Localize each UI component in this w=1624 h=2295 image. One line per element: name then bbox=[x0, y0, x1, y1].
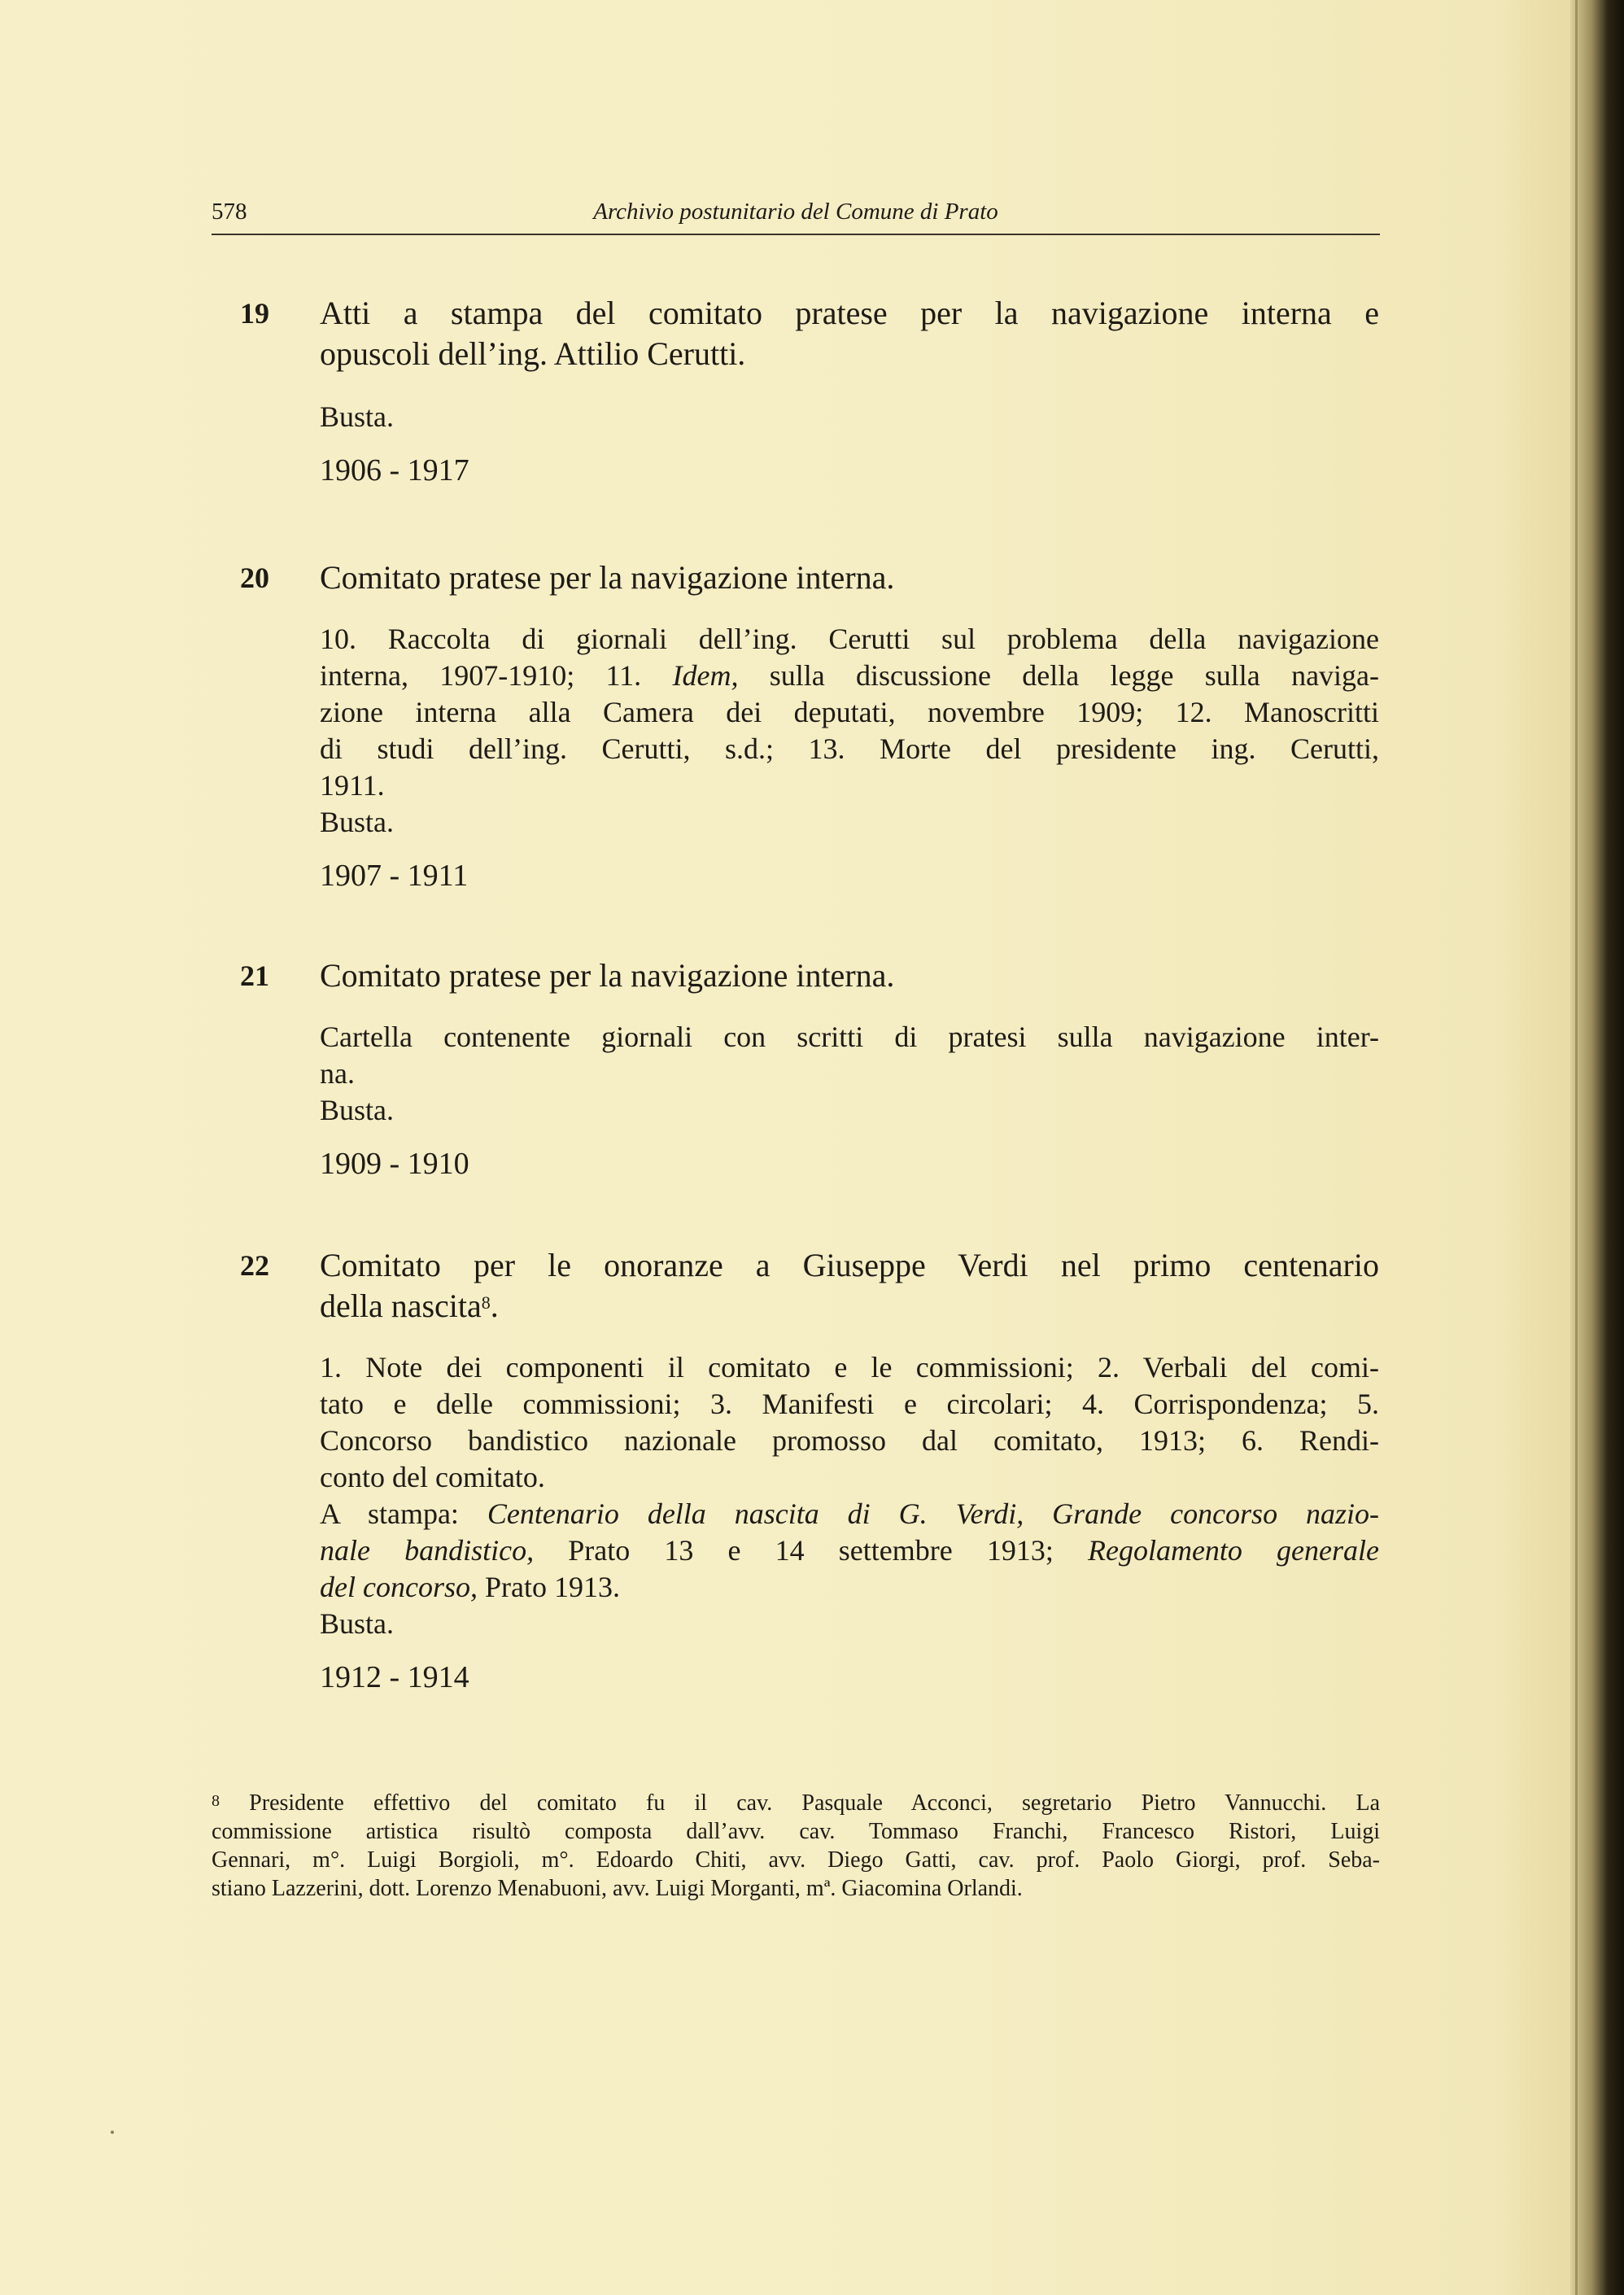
description-line: di studi dell’ing. Cerutti, s.d.; 13. Morte del presidente ing. Cerutti, bbox=[320, 732, 1379, 765]
entry-body bbox=[320, 955, 1379, 1184]
description-text: interna, 1907-1910; 11. bbox=[320, 659, 642, 692]
header-rule bbox=[212, 234, 1380, 235]
print-title-italic: nale bandistico, bbox=[320, 1534, 535, 1567]
footnote-line: Gennari, m°. Luigi Borgioli, m°. Edoardo Chiti, avv. Diego Gatti, cav. prof. Paolo Giorgi, prof. Seba- bbox=[212, 1847, 1380, 1873]
entry-title-line: Comitato pratese per la navigazione interna. bbox=[320, 559, 895, 596]
entry-description bbox=[320, 621, 1379, 804]
entry-title-line: opuscoli dell’ing. Attilio Cerutti. bbox=[320, 335, 746, 372]
entry-body bbox=[320, 1245, 1379, 1698]
entry-title-line: Comitato per le onoranze a Giuseppe Verdi nel primo centenario bbox=[320, 1247, 1379, 1283]
print-line bbox=[320, 1532, 1379, 1569]
footnote bbox=[212, 1789, 1380, 1903]
physical-description: Busta. bbox=[320, 1607, 395, 1640]
entry-description bbox=[320, 1019, 1379, 1092]
print-text: Prato 13 e 14 settembre 1913; bbox=[568, 1534, 1054, 1567]
description-line: Cartella contenente giornali con scritti di pratesi sulla navigazione inter- bbox=[320, 1021, 1379, 1053]
entry-title-line: Atti a stampa del comitato pratese per la navigazione interna e bbox=[320, 295, 1379, 331]
date-range: 1907 - 1911 bbox=[320, 859, 469, 893]
print-title-italic: Centenario della nascita di G. Verdi, Grande concorso nazio- bbox=[487, 1497, 1380, 1530]
entry-title bbox=[320, 1245, 1379, 1327]
book-spine-shadow bbox=[1570, 0, 1624, 2295]
print-title-italic: del concorso, bbox=[320, 1571, 478, 1603]
entry-description bbox=[320, 1349, 1379, 1606]
footnote-marker: 8 bbox=[212, 1792, 220, 1810]
description-line: 1. Note dei componenti il comitato e le commissioni; 2. Verbali del comi- bbox=[320, 1351, 1379, 1384]
entry-number: 22 bbox=[240, 1249, 269, 1282]
description-line: na. bbox=[320, 1057, 355, 1090]
print-title-italic: Regolamento generale bbox=[1087, 1534, 1379, 1567]
print-line bbox=[320, 1496, 1379, 1532]
description-line: conto del comitato. bbox=[320, 1461, 545, 1493]
entry-title bbox=[320, 293, 1379, 374]
entry-number: 21 bbox=[240, 960, 269, 992]
physical-description: Busta. bbox=[320, 1094, 395, 1126]
date-range: 1909 - 1910 bbox=[320, 1147, 469, 1181]
entry-body bbox=[320, 557, 1379, 896]
date-range: 1906 - 1917 bbox=[320, 453, 469, 487]
running-title: Archivio postunitario del Comune di Prato bbox=[593, 199, 998, 225]
description-text: sulla discussione della legge sulla naviga- bbox=[769, 659, 1380, 692]
footnote-line: stiano Lazzerini, dott. Lorenzo Menabuoni, avv. Luigi Morganti, mª. Giacomina Orlandi. bbox=[212, 1876, 1023, 1901]
footnote-text: Presidente effettivo del comitato fu il cav. Pasquale Acconci, segretario Pietro Vannucchi. La bbox=[249, 1790, 1380, 1816]
paper-speck bbox=[111, 2131, 114, 2134]
physical-description: Busta. bbox=[320, 806, 395, 838]
description-line: Concorso bandistico nazionale promosso dal comitato, 1913; 6. Rendi- bbox=[320, 1424, 1379, 1457]
running-head bbox=[212, 194, 1380, 234]
entry-body bbox=[320, 293, 1379, 491]
entry-title bbox=[320, 955, 1379, 996]
description-line: tato e delle commissioni; 3. Manifesti e circolari; 4. Corrispondenza; 5. bbox=[320, 1388, 1379, 1420]
page-number: 578 bbox=[212, 199, 247, 225]
date-range: 1912 - 1914 bbox=[320, 1660, 469, 1694]
print-line bbox=[320, 1569, 1379, 1606]
entry-title-line bbox=[320, 1286, 1379, 1327]
idem-italic: Idem, bbox=[672, 659, 739, 692]
physical-description: Busta. bbox=[320, 400, 395, 433]
entry-title bbox=[320, 557, 1379, 598]
description-line: zione interna alla Camera dei deputati, novembre 1909; 12. Manoscritti bbox=[320, 696, 1379, 728]
description-line bbox=[320, 658, 1379, 694]
description-line: 1911. bbox=[320, 769, 385, 802]
entry-title-line: Comitato pratese per la navigazione interna. bbox=[320, 957, 895, 994]
title-text: . bbox=[490, 1287, 499, 1324]
footnote-reference[interactable]: 8 bbox=[481, 1292, 491, 1313]
print-prefix: A stampa: bbox=[320, 1497, 459, 1530]
title-text: della nascita bbox=[320, 1287, 482, 1324]
footnote-line: commissione artistica risultò composta dall’avv. cav. Tommaso Franchi, Francesco Ristori, Luigi bbox=[212, 1819, 1380, 1844]
description-line: 10. Raccolta di giornali dell’ing. Cerutti sul problema della navigazione bbox=[320, 623, 1379, 655]
print-text: Prato 1913. bbox=[484, 1571, 620, 1603]
entry-number: 19 bbox=[240, 297, 269, 330]
page-edge bbox=[1575, 0, 1578, 2295]
footnote-line bbox=[212, 1789, 1380, 1817]
entry-number: 20 bbox=[240, 562, 269, 594]
